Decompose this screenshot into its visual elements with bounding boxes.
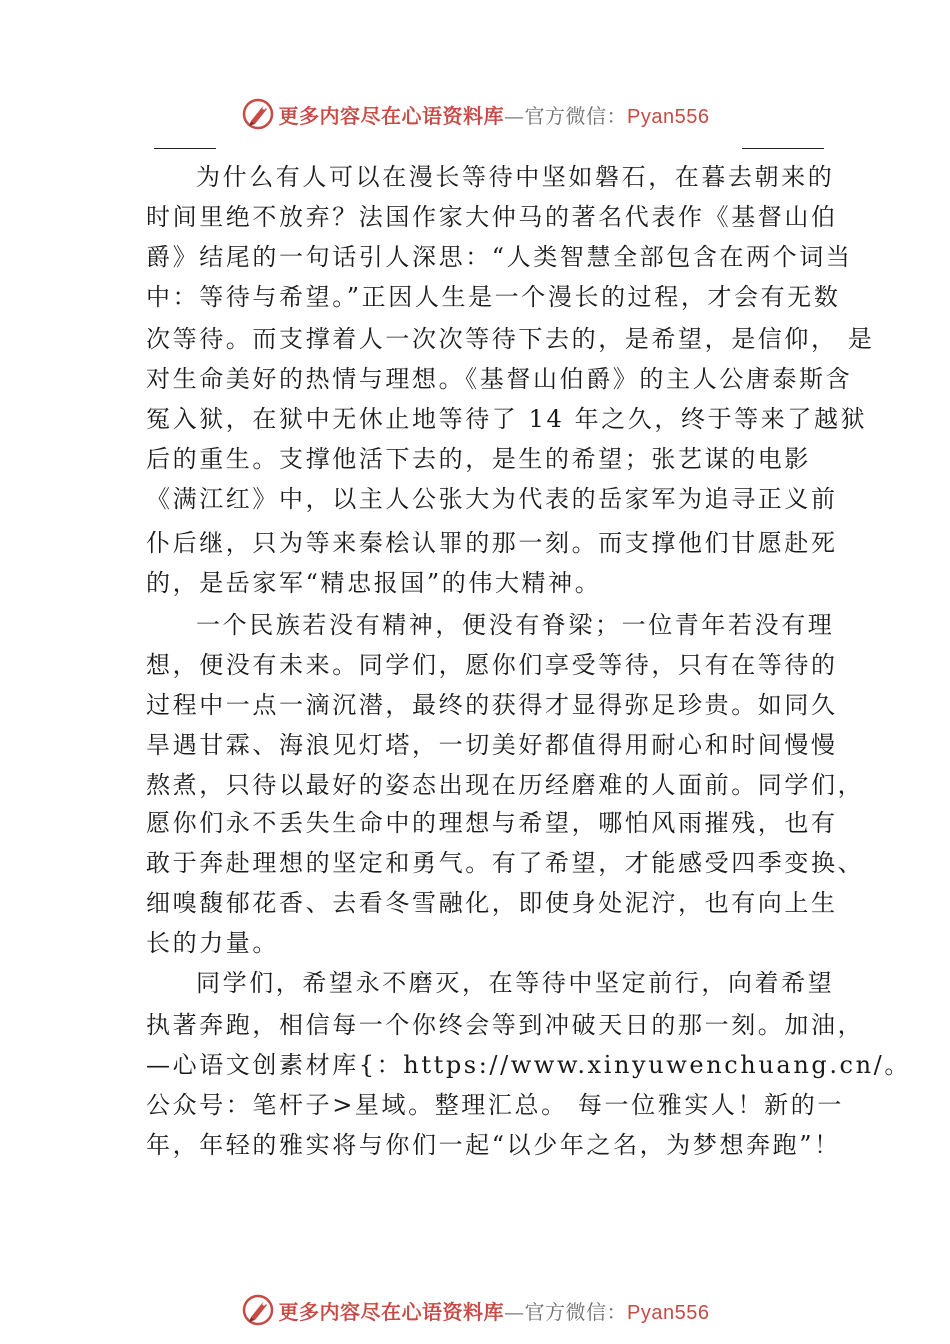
header-dash: — [504, 103, 525, 128]
pen-logo-icon [241, 97, 275, 131]
text-line: —心语文创素材库{：https://www.xinyuwenchuang.cn/。 [146, 1051, 911, 1079]
header-site-name: 更多内容尽在心语资料库 [278, 103, 505, 128]
text-line: 年，年轻的雅实将与你们一起“以少年之名，为梦想奔跑”！ [146, 1131, 841, 1159]
text-line: 冤入狱，在狱中无休止地等待了 14 年之久，终于等来了越狱 [146, 405, 868, 433]
header-wechat-label: 官方微信： [524, 103, 628, 128]
footer-wechat-handle: Pyan556 [627, 1301, 710, 1324]
footer-dash: — [504, 1299, 525, 1324]
text-line: 愿你们永不丢失生命中的理想与希望，哪怕风雨摧残，也有 [146, 809, 838, 837]
text-line: 的，是岳家军“精忠报国”的伟大精神。 [146, 569, 602, 597]
text-line: 旱遇甘霖、海浪见灯塔，一切美好都值得用耐心和时间慢慢 [146, 731, 838, 759]
text-line: 对生命美好的热情与理想。《基督山伯爵》的主人公唐泰斯含 [146, 365, 853, 393]
text-line: 为什么有人可以在漫长等待中坚如磐石，在暮去朝来的 [196, 163, 835, 191]
text-line: 后的重生。支撑他活下去的，是生的希望；张艺谋的电影 [146, 445, 811, 473]
footer-banner [0, 1288, 950, 1332]
text-line: 爵》结尾的一句话引人深思：“人类智慧全部包含在两个词当 [146, 243, 853, 271]
footer-site-name: 更多内容尽在心语资料库 [278, 1299, 505, 1324]
text-line: 时间里绝不放弃？法国作家大仲马的著名代表作《基督山伯 [146, 203, 838, 231]
text-line: 公众号：笔杆子>星域。整理汇总。 每一位雅实人！新的一 [146, 1091, 844, 1119]
pen-logo-icon [241, 1293, 275, 1327]
text-line: 长的力量。 [146, 929, 279, 957]
header-wechat-handle: Pyan556 [627, 105, 710, 128]
footer-wechat-label: 官方微信： [524, 1299, 628, 1324]
text-line: 熬煮，只待以最好的姿态出现在历经磨难的人面前。同学们， [146, 771, 865, 799]
text-line: 次等待。而支撑着人一次次等待下去的，是希望，是信仰， 是 [146, 325, 875, 353]
text-line: 同学们，希望永不磨灭，在等待中坚定前行，向着希望 [196, 969, 835, 997]
text-line: 执著奔跑，相信每一个你终会等到冲破天日的那一刻。加油， [146, 1011, 865, 1039]
text-line: 中：等待与希望。”正因人生是一个漫长的过程，才会有无数 [146, 283, 841, 311]
text-line: 敢于奔赴理想的坚定和勇气。有了希望，才能感受四季变换、 [146, 849, 865, 877]
text-line: 一个民族若没有精神，便没有脊梁；一位青年若没有理 [196, 611, 835, 639]
text-line: 过程中一点一滴沉潜，最终的获得才显得弥足珍贵。如同久 [146, 691, 838, 719]
text-line: 细嗅馥郁花香、去看冬雪融化，即使身处泥泞，也有向上生 [146, 889, 838, 917]
header-banner-text [279, 100, 710, 129]
header-rule-left [154, 148, 216, 149]
text-line: 《满江红》中，以主人公张大为代表的岳家军为追寻正义前 [146, 485, 838, 513]
text-line: 仆后继，只为等来秦桧认罪的那一刻。而支撑他们甘愿赴死 [146, 529, 838, 557]
header-rule-right [742, 148, 824, 149]
header-banner [0, 92, 950, 136]
footer-banner-text [279, 1296, 710, 1325]
text-line: 想，便没有未来。同学们，愿你们享受等待，只有在等待的 [146, 651, 838, 679]
